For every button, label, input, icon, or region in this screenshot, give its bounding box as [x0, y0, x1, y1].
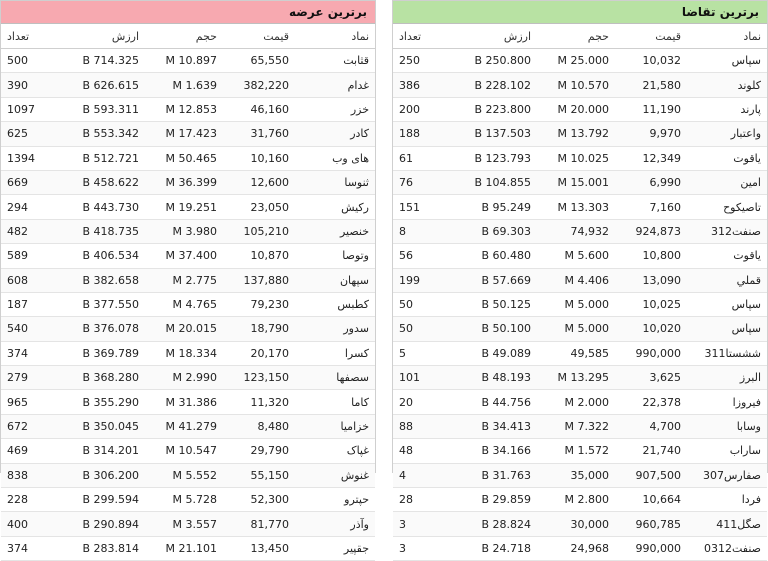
value-cell: 50.125 B	[455, 292, 537, 316]
count-cell: 400	[1, 512, 63, 536]
count-cell: 200	[393, 97, 455, 121]
count-cell: 228	[1, 488, 63, 512]
count-cell: 279	[1, 366, 63, 390]
volume-cell: 24,968	[537, 536, 615, 560]
symbol-cell[interactable]: کسرا	[295, 341, 375, 365]
table-row[interactable]	[393, 170, 767, 194]
symbol-cell[interactable]: واعتبار	[687, 122, 767, 146]
count-cell: 199	[393, 268, 455, 292]
symbol-cell[interactable]: تاصیکوح	[687, 195, 767, 219]
price-cell: 21,580	[615, 73, 687, 97]
count-cell: 5	[393, 341, 455, 365]
count-cell: 76	[393, 170, 455, 194]
symbol-cell[interactable]: کلوند	[687, 73, 767, 97]
header-symbol[interactable]: نماد	[687, 24, 767, 49]
count-cell: 3	[393, 512, 455, 536]
value-cell: 69.303 B	[455, 219, 537, 243]
symbol-cell[interactable]: وآذر	[295, 512, 375, 536]
table-row[interactable]	[393, 463, 767, 487]
symbol-cell[interactable]: خزر	[295, 97, 375, 121]
price-cell: 11,190	[615, 97, 687, 121]
price-cell: 9,970	[615, 122, 687, 146]
volume-cell: 7.322 M	[537, 414, 615, 438]
price-cell: 123,150	[223, 366, 295, 390]
table-row[interactable]	[393, 122, 767, 146]
table-row[interactable]	[393, 414, 767, 438]
value-cell: 223.800 B	[455, 97, 537, 121]
symbol-cell[interactable]: صنفت312	[687, 219, 767, 243]
symbol-cell[interactable]: های وب	[295, 146, 375, 170]
symbol-cell[interactable]: صگل411	[687, 512, 767, 536]
value-cell: 50.100 B	[455, 317, 537, 341]
value-cell: 48.193 B	[455, 366, 537, 390]
count-cell: 250	[393, 49, 455, 73]
symbol-cell[interactable]: کاما	[295, 390, 375, 414]
table-row[interactable]	[393, 341, 767, 365]
value-cell: 458.622 B	[63, 170, 145, 194]
count-cell: 4	[393, 463, 455, 487]
price-cell: 382,220	[223, 73, 295, 97]
symbol-cell[interactable]: خنصیر	[295, 219, 375, 243]
volume-cell: 5.552 M	[145, 463, 223, 487]
value-cell: 283.814 B	[63, 536, 145, 560]
symbol-cell[interactable]: کادر	[295, 122, 375, 146]
count-cell: 500	[1, 49, 63, 73]
value-cell: 382.658 B	[63, 268, 145, 292]
value-cell: 49.089 B	[455, 341, 537, 365]
table-row[interactable]	[1, 341, 375, 365]
price-cell: 20,170	[223, 341, 295, 365]
volume-cell: 31.386 M	[145, 390, 223, 414]
symbol-cell[interactable]: سدور	[295, 317, 375, 341]
count-cell: 48	[393, 439, 455, 463]
price-cell: 55,150	[223, 463, 295, 487]
price-cell: 21,740	[615, 439, 687, 463]
table-row[interactable]	[1, 219, 375, 243]
price-cell: 10,025	[615, 292, 687, 316]
header-value[interactable]: ارزش	[63, 24, 145, 49]
volume-cell: 3.980 M	[145, 219, 223, 243]
volume-cell: 15.001 M	[537, 170, 615, 194]
price-cell: 8,480	[223, 414, 295, 438]
table-row[interactable]	[393, 219, 767, 243]
top-demand-panel	[392, 0, 768, 555]
value-cell: 306.200 B	[63, 463, 145, 487]
volume-cell: 2.000 M	[537, 390, 615, 414]
symbol-cell[interactable]: سصفها	[295, 366, 375, 390]
count-cell: 482	[1, 219, 63, 243]
price-cell: 65,550	[223, 49, 295, 73]
header-row	[1, 24, 375, 49]
volume-cell: 4.406 M	[537, 268, 615, 292]
top-supply-title: برترین عرضه	[1, 1, 375, 24]
volume-cell: 21.101 M	[145, 536, 223, 560]
table-row[interactable]	[1, 244, 375, 268]
count-cell: 187	[1, 292, 63, 316]
symbol-cell[interactable]: کطبس	[295, 292, 375, 316]
price-cell: 23,050	[223, 195, 295, 219]
symbol-cell[interactable]: امین	[687, 170, 767, 194]
volume-cell: 10.897 M	[145, 49, 223, 73]
value-cell: 123.793 B	[455, 146, 537, 170]
table-row[interactable]	[393, 488, 767, 512]
value-cell: 137.503 B	[455, 122, 537, 146]
table-row[interactable]	[1, 414, 375, 438]
header-symbol[interactable]: نماد	[295, 24, 375, 49]
header-volume[interactable]: حجم	[537, 24, 615, 49]
volume-cell: 5.000 M	[537, 292, 615, 316]
price-cell: 105,210	[223, 219, 295, 243]
price-cell: 29,790	[223, 439, 295, 463]
value-cell: 29.859 B	[455, 488, 537, 512]
count-cell: 101	[393, 366, 455, 390]
price-cell: 46,160	[223, 97, 295, 121]
symbol-cell[interactable]: البرز	[687, 366, 767, 390]
symbol-cell[interactable]: قثابت	[295, 49, 375, 73]
table-row[interactable]	[393, 73, 767, 97]
count-cell: 1394	[1, 146, 63, 170]
count-cell: 965	[1, 390, 63, 414]
volume-cell: 37.400 M	[145, 244, 223, 268]
volume-cell: 13.792 M	[537, 122, 615, 146]
symbol-cell[interactable]: ثنوسا	[295, 170, 375, 194]
price-cell: 79,230	[223, 292, 295, 316]
symbol-cell[interactable]: ششستا311	[687, 341, 767, 365]
table-row[interactable]	[1, 439, 375, 463]
volume-cell: 35,000	[537, 463, 615, 487]
table-row[interactable]	[1, 73, 375, 97]
value-cell: 34.413 B	[455, 414, 537, 438]
table-row[interactable]	[1, 146, 375, 170]
volume-cell: 18.334 M	[145, 341, 223, 365]
value-cell: 290.894 B	[63, 512, 145, 536]
count-cell: 28	[393, 488, 455, 512]
symbol-cell[interactable]: غدام	[295, 73, 375, 97]
value-cell: 406.534 B	[63, 244, 145, 268]
price-cell: 3,625	[615, 366, 687, 390]
header-volume[interactable]: حجم	[145, 24, 223, 49]
count-cell: 20	[393, 390, 455, 414]
value-cell: 228.102 B	[455, 73, 537, 97]
value-cell: 377.550 B	[63, 292, 145, 316]
volume-cell: 1.572 M	[537, 439, 615, 463]
price-cell: 6,990	[615, 170, 687, 194]
table-row[interactable]	[393, 244, 767, 268]
symbol-cell[interactable]: سپاس	[687, 292, 767, 316]
count-cell: 669	[1, 170, 63, 194]
volume-cell: 3.557 M	[145, 512, 223, 536]
count-cell: 294	[1, 195, 63, 219]
volume-cell: 30,000	[537, 512, 615, 536]
header-price[interactable]: قیمت	[223, 24, 295, 49]
symbol-cell[interactable]: غنوش	[295, 463, 375, 487]
table-row[interactable]	[1, 317, 375, 341]
value-cell: 376.078 B	[63, 317, 145, 341]
volume-cell: 10.570 M	[537, 73, 615, 97]
count-cell: 1097	[1, 97, 63, 121]
table-row[interactable]	[1, 97, 375, 121]
count-cell: 50	[393, 292, 455, 316]
volume-cell: 36.399 M	[145, 170, 223, 194]
price-cell: 924,873	[615, 219, 687, 243]
symbol-cell[interactable]: صفارس307	[687, 463, 767, 487]
count-cell: 3	[393, 536, 455, 560]
header-price[interactable]: قیمت	[615, 24, 687, 49]
value-cell: 369.789 B	[63, 341, 145, 365]
price-cell: 7,160	[615, 195, 687, 219]
value-cell: 250.800 B	[455, 49, 537, 73]
count-cell: 838	[1, 463, 63, 487]
value-cell: 299.594 B	[63, 488, 145, 512]
volume-cell: 5.728 M	[145, 488, 223, 512]
top-supply-table	[1, 24, 375, 561]
price-cell: 13,090	[615, 268, 687, 292]
price-cell: 10,664	[615, 488, 687, 512]
symbol-cell[interactable]: غپاک	[295, 439, 375, 463]
value-cell: 350.045 B	[63, 414, 145, 438]
table-row[interactable]	[1, 366, 375, 390]
value-cell: 60.480 B	[455, 244, 537, 268]
price-cell: 10,032	[615, 49, 687, 73]
price-cell: 13,450	[223, 536, 295, 560]
value-cell: 626.615 B	[63, 73, 145, 97]
volume-cell: 4.765 M	[145, 292, 223, 316]
table-row[interactable]	[1, 268, 375, 292]
symbol-cell[interactable]: پارند	[687, 97, 767, 121]
table-row[interactable]	[393, 439, 767, 463]
value-cell: 31.763 B	[455, 463, 537, 487]
symbol-cell[interactable]: قملي	[687, 268, 767, 292]
volume-cell: 20.000 M	[537, 97, 615, 121]
top-supply-panel	[0, 0, 376, 555]
value-cell: 714.325 B	[63, 49, 145, 73]
price-cell: 10,160	[223, 146, 295, 170]
table-row[interactable]	[393, 390, 767, 414]
table-row[interactable]	[1, 49, 375, 73]
value-cell: 57.669 B	[455, 268, 537, 292]
table-row[interactable]	[393, 512, 767, 536]
volume-cell: 10.547 M	[145, 439, 223, 463]
count-cell: 50	[393, 317, 455, 341]
price-cell: 10,870	[223, 244, 295, 268]
price-cell: 907,500	[615, 463, 687, 487]
value-cell: 418.735 B	[63, 219, 145, 243]
count-cell: 188	[393, 122, 455, 146]
count-cell: 61	[393, 146, 455, 170]
count-cell: 88	[393, 414, 455, 438]
table-row[interactable]	[393, 97, 767, 121]
price-cell: 10,020	[615, 317, 687, 341]
price-cell: 11,320	[223, 390, 295, 414]
price-cell: 4,700	[615, 414, 687, 438]
volume-cell: 41.279 M	[145, 414, 223, 438]
value-cell: 368.280 B	[63, 366, 145, 390]
count-cell: 374	[1, 341, 63, 365]
count-cell: 56	[393, 244, 455, 268]
table-row[interactable]	[393, 366, 767, 390]
table-row[interactable]	[1, 122, 375, 146]
table-row[interactable]	[1, 536, 375, 560]
symbol-cell[interactable]: وسابا	[687, 414, 767, 438]
value-cell: 314.201 B	[63, 439, 145, 463]
volume-cell: 5.600 M	[537, 244, 615, 268]
count-cell: 540	[1, 317, 63, 341]
price-cell: 22,378	[615, 390, 687, 414]
value-cell: 512.721 B	[63, 146, 145, 170]
table-row[interactable]	[393, 268, 767, 292]
table-row[interactable]	[1, 463, 375, 487]
header-value[interactable]: ارزش	[455, 24, 537, 49]
symbol-cell[interactable]: ساراب	[687, 439, 767, 463]
value-cell: 44.756 B	[455, 390, 537, 414]
count-cell: 8	[393, 219, 455, 243]
volume-cell: 2.990 M	[145, 366, 223, 390]
table-row[interactable]	[393, 317, 767, 341]
table-row[interactable]	[393, 195, 767, 219]
value-cell: 28.824 B	[455, 512, 537, 536]
symbol-cell[interactable]: خزامیا	[295, 414, 375, 438]
volume-cell: 49,585	[537, 341, 615, 365]
volume-cell: 20.015 M	[145, 317, 223, 341]
demand-rows	[393, 49, 767, 561]
price-cell: 12,349	[615, 146, 687, 170]
table-row[interactable]	[393, 292, 767, 316]
volume-cell: 74,932	[537, 219, 615, 243]
table-row[interactable]	[393, 49, 767, 73]
value-cell: 443.730 B	[63, 195, 145, 219]
supply-rows	[1, 49, 375, 561]
top-demand-table	[393, 24, 767, 561]
symbol-cell[interactable]: فیروزا	[687, 390, 767, 414]
volume-cell: 12.853 M	[145, 97, 223, 121]
symbol-cell[interactable]: سپاس	[687, 317, 767, 341]
value-cell: 95.249 B	[455, 195, 537, 219]
volume-cell: 13.295 M	[537, 366, 615, 390]
volume-cell: 2.800 M	[537, 488, 615, 512]
volume-cell: 19.251 M	[145, 195, 223, 219]
table-row[interactable]	[1, 292, 375, 316]
price-cell: 81,770	[223, 512, 295, 536]
volume-cell: 1.639 M	[145, 73, 223, 97]
table-row[interactable]	[393, 146, 767, 170]
volume-cell: 13.303 M	[537, 195, 615, 219]
count-cell: 608	[1, 268, 63, 292]
volume-cell: 5.000 M	[537, 317, 615, 341]
symbol-cell[interactable]: سپاس	[687, 49, 767, 73]
volume-cell: 17.423 M	[145, 122, 223, 146]
table-row[interactable]	[1, 195, 375, 219]
count-cell: 469	[1, 439, 63, 463]
table-row[interactable]	[1, 390, 375, 414]
volume-cell: 2.775 M	[145, 268, 223, 292]
price-cell: 10,800	[615, 244, 687, 268]
count-cell: 672	[1, 414, 63, 438]
value-cell: 24.718 B	[455, 536, 537, 560]
count-cell: 589	[1, 244, 63, 268]
value-cell: 553.342 B	[63, 122, 145, 146]
price-cell: 990,000	[615, 536, 687, 560]
price-cell: 960,785	[615, 512, 687, 536]
value-cell: 593.311 B	[63, 97, 145, 121]
symbol-cell[interactable]: وتوصا	[295, 244, 375, 268]
count-cell: 390	[1, 73, 63, 97]
price-cell: 137,880	[223, 268, 295, 292]
price-cell: 18,790	[223, 317, 295, 341]
count-cell: 374	[1, 536, 63, 560]
count-cell: 625	[1, 122, 63, 146]
price-cell: 31,760	[223, 122, 295, 146]
symbol-cell[interactable]: یاقوت	[687, 244, 767, 268]
symbol-cell[interactable]: سپهان	[295, 268, 375, 292]
symbol-cell[interactable]: فردا	[687, 488, 767, 512]
symbol-cell[interactable]: حپترو	[295, 488, 375, 512]
header-count[interactable]: تعداد	[1, 24, 63, 49]
count-cell: 151	[393, 195, 455, 219]
top-demand-title: برترین تقاضا	[393, 1, 767, 24]
value-cell: 34.166 B	[455, 439, 537, 463]
table-row[interactable]	[1, 170, 375, 194]
header-count[interactable]: تعداد	[393, 24, 455, 49]
value-cell: 104.855 B	[455, 170, 537, 194]
value-cell: 355.290 B	[63, 390, 145, 414]
symbol-cell[interactable]: صنفت0312	[687, 536, 767, 560]
volume-cell: 10.025 M	[537, 146, 615, 170]
table-row[interactable]	[1, 488, 375, 512]
volume-cell: 50.465 M	[145, 146, 223, 170]
count-cell: 386	[393, 73, 455, 97]
symbol-cell[interactable]: رکیش	[295, 195, 375, 219]
table-row[interactable]	[393, 536, 767, 560]
price-cell: 990,000	[615, 341, 687, 365]
volume-cell: 25.000 M	[537, 49, 615, 73]
price-cell: 52,300	[223, 488, 295, 512]
header-row	[393, 24, 767, 49]
table-row[interactable]	[1, 512, 375, 536]
symbol-cell[interactable]: جقپیر	[295, 536, 375, 560]
price-cell: 12,600	[223, 170, 295, 194]
symbol-cell[interactable]: یاقوت	[687, 146, 767, 170]
